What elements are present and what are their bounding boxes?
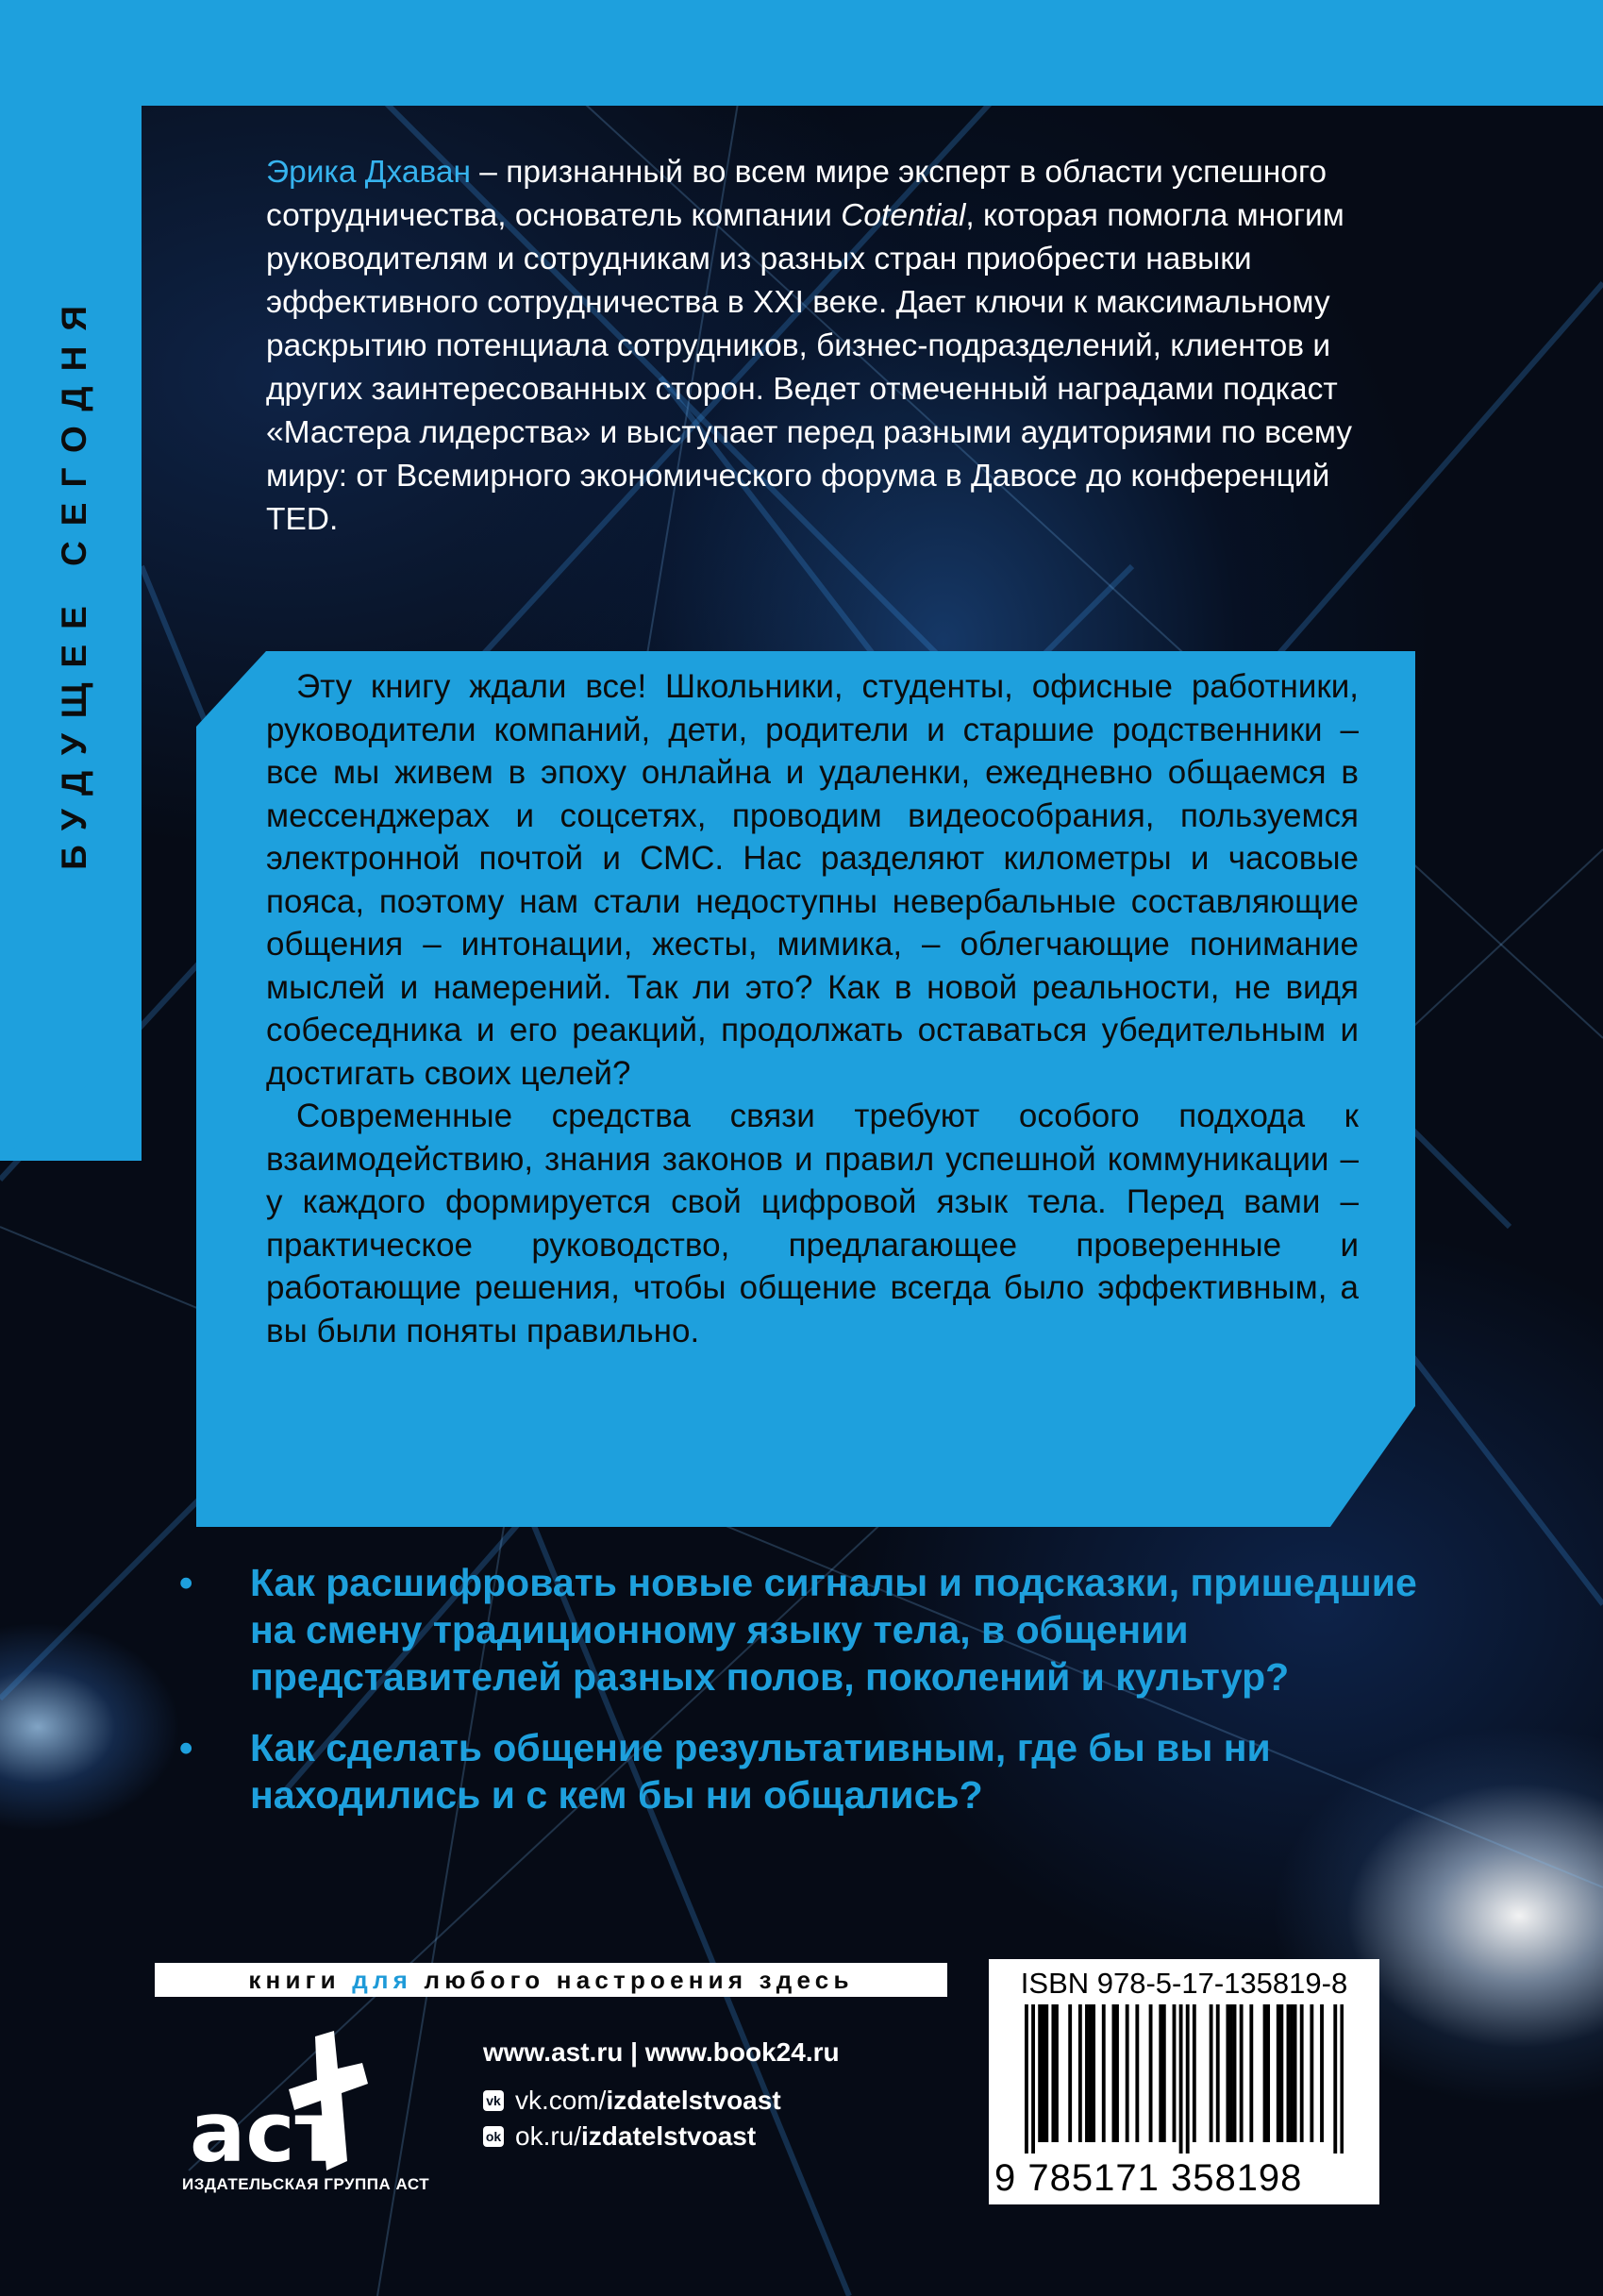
barcode-digits: 9 785171 358198 [994, 2157, 1303, 2199]
barcode-bar [1025, 2004, 1028, 2154]
barcode-bar [1277, 2004, 1280, 2142]
barcode-bar [1078, 2004, 1082, 2142]
barcode-bar [1042, 2004, 1045, 2142]
slogan-banner: книги для любого настроения здесь [155, 1963, 947, 1997]
key-question-text: Как расшифровать новые сигналы и подсказки, пришедшие на смену традиционному языку тела, в общении представителей разных полов, поколений и культур? [250, 1561, 1417, 1699]
barcode-bar [1149, 2004, 1153, 2142]
barcode-bars [1025, 2004, 1344, 2154]
barcode-bar [1186, 2004, 1190, 2154]
ok-link[interactable]: ok ok.ru/ izdatelstvoast [483, 2119, 840, 2154]
barcode-bar [1294, 2004, 1297, 2142]
key-question [179, 1724, 1453, 1818]
barcode-bar [1179, 2004, 1183, 2154]
barcode-bar [1333, 2004, 1337, 2154]
isbn-barcode [989, 1959, 1379, 2204]
vk-icon: vk [483, 2090, 504, 2111]
barcode-bar [1031, 2004, 1035, 2154]
key-question-text: Как сделать общение результативным, где бы вы ни находились и с кем бы ни общались? [250, 1726, 1271, 1817]
barcode-bar [1126, 2004, 1129, 2142]
barcode-bar [1162, 2004, 1166, 2142]
barcode-bar [1051, 2004, 1055, 2142]
logo-text: аст [190, 2084, 343, 2181]
barcode-bar [1068, 2004, 1072, 2142]
barcode-bar [1226, 2004, 1229, 2142]
barcode-bar [1216, 2004, 1220, 2142]
barcode-bar [1159, 2004, 1162, 2142]
isbn-number: ISBN 978-5-17-135819-8 [1020, 1967, 1348, 2000]
bullet-icon: • [179, 1726, 193, 1769]
key-question [179, 1559, 1453, 1701]
barcode-bar [1340, 2004, 1344, 2154]
barcode-bar [1193, 2004, 1196, 2142]
website-links[interactable]: www.ast.ru | www.book24.ru [483, 2037, 840, 2067]
key-questions-list [179, 1559, 1453, 1842]
barcode-bar [1085, 2004, 1089, 2142]
barcode-bar [1290, 2004, 1294, 2142]
annotation-paragraph-1: Эту книгу ждали все! Школьники, студенты, офисные работники, руководители компаний, дети, родители и старшие родственники – все мы живем в эпоху онлайна и удаленки, ежедневно общаемся в мессенджерах и соцсетях, проводим видеособрания, пользуемся электронной почтой и СМС. Нас разделяют километры и часовые пояса, поэтому нам стали недоступны невербальные составляющие общения – интонации, жесты, мимика, – облегчающие понимание мыслей и намерений. Так ли это? Как в новой реальности, не видя собеседника и его реакций, продолжать оставаться убедительным и достигать своих целей? [266, 668, 1359, 1092]
slogan-highlight: для [352, 1966, 413, 1994]
barcode-bar [1210, 2004, 1213, 2142]
barcode-bar [1320, 2004, 1324, 2142]
barcode-bar [1240, 2004, 1244, 2142]
publisher-links [483, 2034, 840, 2154]
barcode-bar [1279, 2004, 1283, 2142]
barcode-bar [1263, 2004, 1267, 2142]
barcode-bar [1173, 2004, 1177, 2142]
ok-icon: ok [483, 2126, 504, 2147]
vk-link[interactable]: vk vk.com/ izdatelstvoast [483, 2083, 840, 2119]
barcode-bar [1135, 2004, 1139, 2142]
company-name: Cotential [841, 198, 966, 233]
book-annotation [266, 665, 1359, 1352]
barcode-bar [1249, 2004, 1253, 2142]
barcode-bar [1287, 2004, 1291, 2142]
barcode-bar [1115, 2004, 1119, 2142]
barcode-bar [1038, 2004, 1042, 2142]
barcode-bar [1102, 2004, 1106, 2142]
barcode-bar [1233, 2004, 1237, 2142]
bullet-icon: • [179, 1561, 193, 1604]
author-name: Эрика Дхаван [266, 155, 471, 190]
series-title: БУДУЩЕЕ СЕГОДНЯ [55, 291, 93, 870]
author-bio-part1: – признанный во всем мире эксперт в области успешного сотрудничества, основатель компании [266, 155, 1327, 233]
ast-logo-icon [175, 2019, 421, 2185]
barcode-bar [1112, 2004, 1116, 2142]
barcode-bar [1092, 2004, 1095, 2142]
barcode-bar [1266, 2004, 1270, 2142]
barcode-bar [1055, 2004, 1059, 2142]
barcode-bar [1229, 2004, 1233, 2142]
barcode-bar [1089, 2004, 1093, 2142]
annotation-paragraph-2: Современные средства связи требуют особого подхода к взаимодействию, знания законов и правил успешной коммуникации – у каждого формируется свой цифровой язык тела. Перед вами – практическое руководство, предлагающее проверенные и работающие решения, чтобы общение всегда было эффективным, а вы были поняты правильно. [266, 1098, 1359, 1349]
publisher-name: ИЗДАТЕЛЬСКАЯ ГРУППА АСТ [182, 2175, 430, 2193]
barcode-bar [1300, 2004, 1304, 2142]
author-bio-part2: , которая помогла многим руководителям и сотрудникам из разных стран приобрести навыки эффективного сотрудничества в XXI веке. Дает ключи к максимальному раскрытию потенциала сотрудников, бизнес-подразделений, клиентов и других заинтересованных сторон. Ведет отмеченный наградами подкаст «Мастера лидерства» и выступает перед разными аудиториями по всему миру: от Всемирного экономического форума в Давосе до конференций TED. [266, 198, 1353, 537]
barcode-bar [1044, 2004, 1048, 2142]
barcode-bar [1310, 2004, 1313, 2142]
